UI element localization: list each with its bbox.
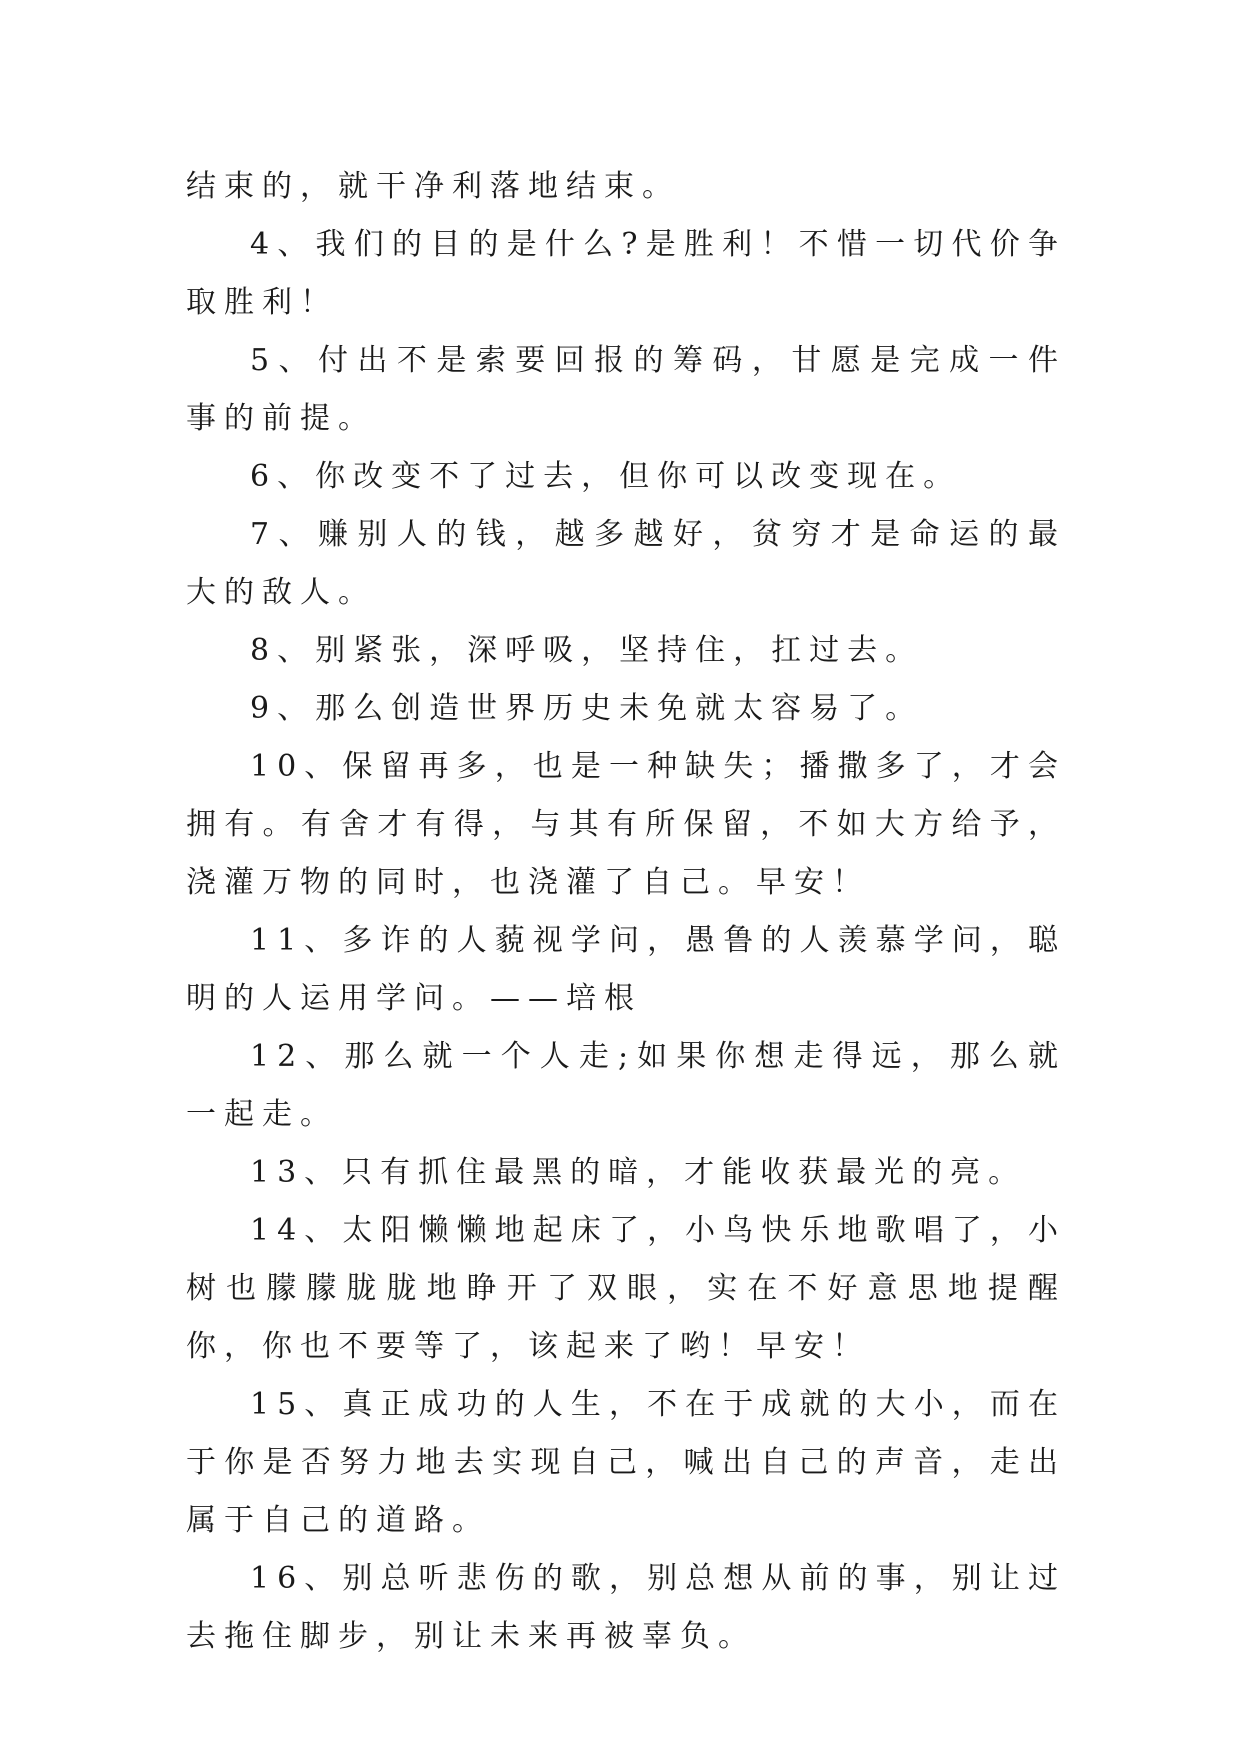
paragraph-item-7: 7、赚别人的钱，越多越好，贫穷才是命运的最大的敌人。 [186,517,1066,610]
paragraph-item-13: 13、只有抓住最黑的暗，才能收获最光的亮。 [250,1155,1027,1190]
paragraph-item-11: 11、多诈的人藐视学问，愚鲁的人羡慕学问，聪明的人运用学问。——培根 [186,923,1066,1016]
paragraph-item-12: 12、那么就一个人走;如果你想走得远，那么就一起走。 [186,1039,1066,1132]
paragraph-item-10: 10、保留再多，也是一种缺失；播撒多了，才会拥有。有舍才有得，与其有所保留，不如大方给予，浇灌万物的同时，也浇灌了自己。早安！ [186,749,1066,900]
paragraph-item-4: 4、我们的目的是什么?是胜利！不惜一切代价争取胜利！ [186,227,1066,320]
paragraph-item-5: 5、付出不是索要回报的筹码，甘愿是完成一件事的前提。 [186,343,1066,436]
paragraph-item-14: 14、太阳懒懒地起床了，小鸟快乐地歌唱了，小树也朦朦胧胧地睁开了双眼，实在不好意思地提醒你，你也不要等了，该起来了哟！早安！ [186,1213,1066,1364]
paragraph-item-15: 15、真正成功的人生，不在于成就的大小，而在于你是否努力地去实现自己，喊出自己的声音，走出属于自己的道路。 [186,1387,1066,1538]
paragraph-continuation: 结束的，就干净利落地结束。 [186,169,680,204]
paragraph-item-16: 16、别总听悲伤的歌，别总想从前的事，别让过去拖住脚步，别让未来再被辜负。 [186,1561,1066,1654]
document-body [186,158,1066,1666]
paragraph-item-9: 9、那么创造世界历史未免就太容易了。 [250,691,924,726]
paragraph-item-6: 6、你改变不了过去，但你可以改变现在。 [250,459,962,494]
paragraph-item-8: 8、别紧张，深呼吸，坚持住，扛过去。 [250,633,924,668]
